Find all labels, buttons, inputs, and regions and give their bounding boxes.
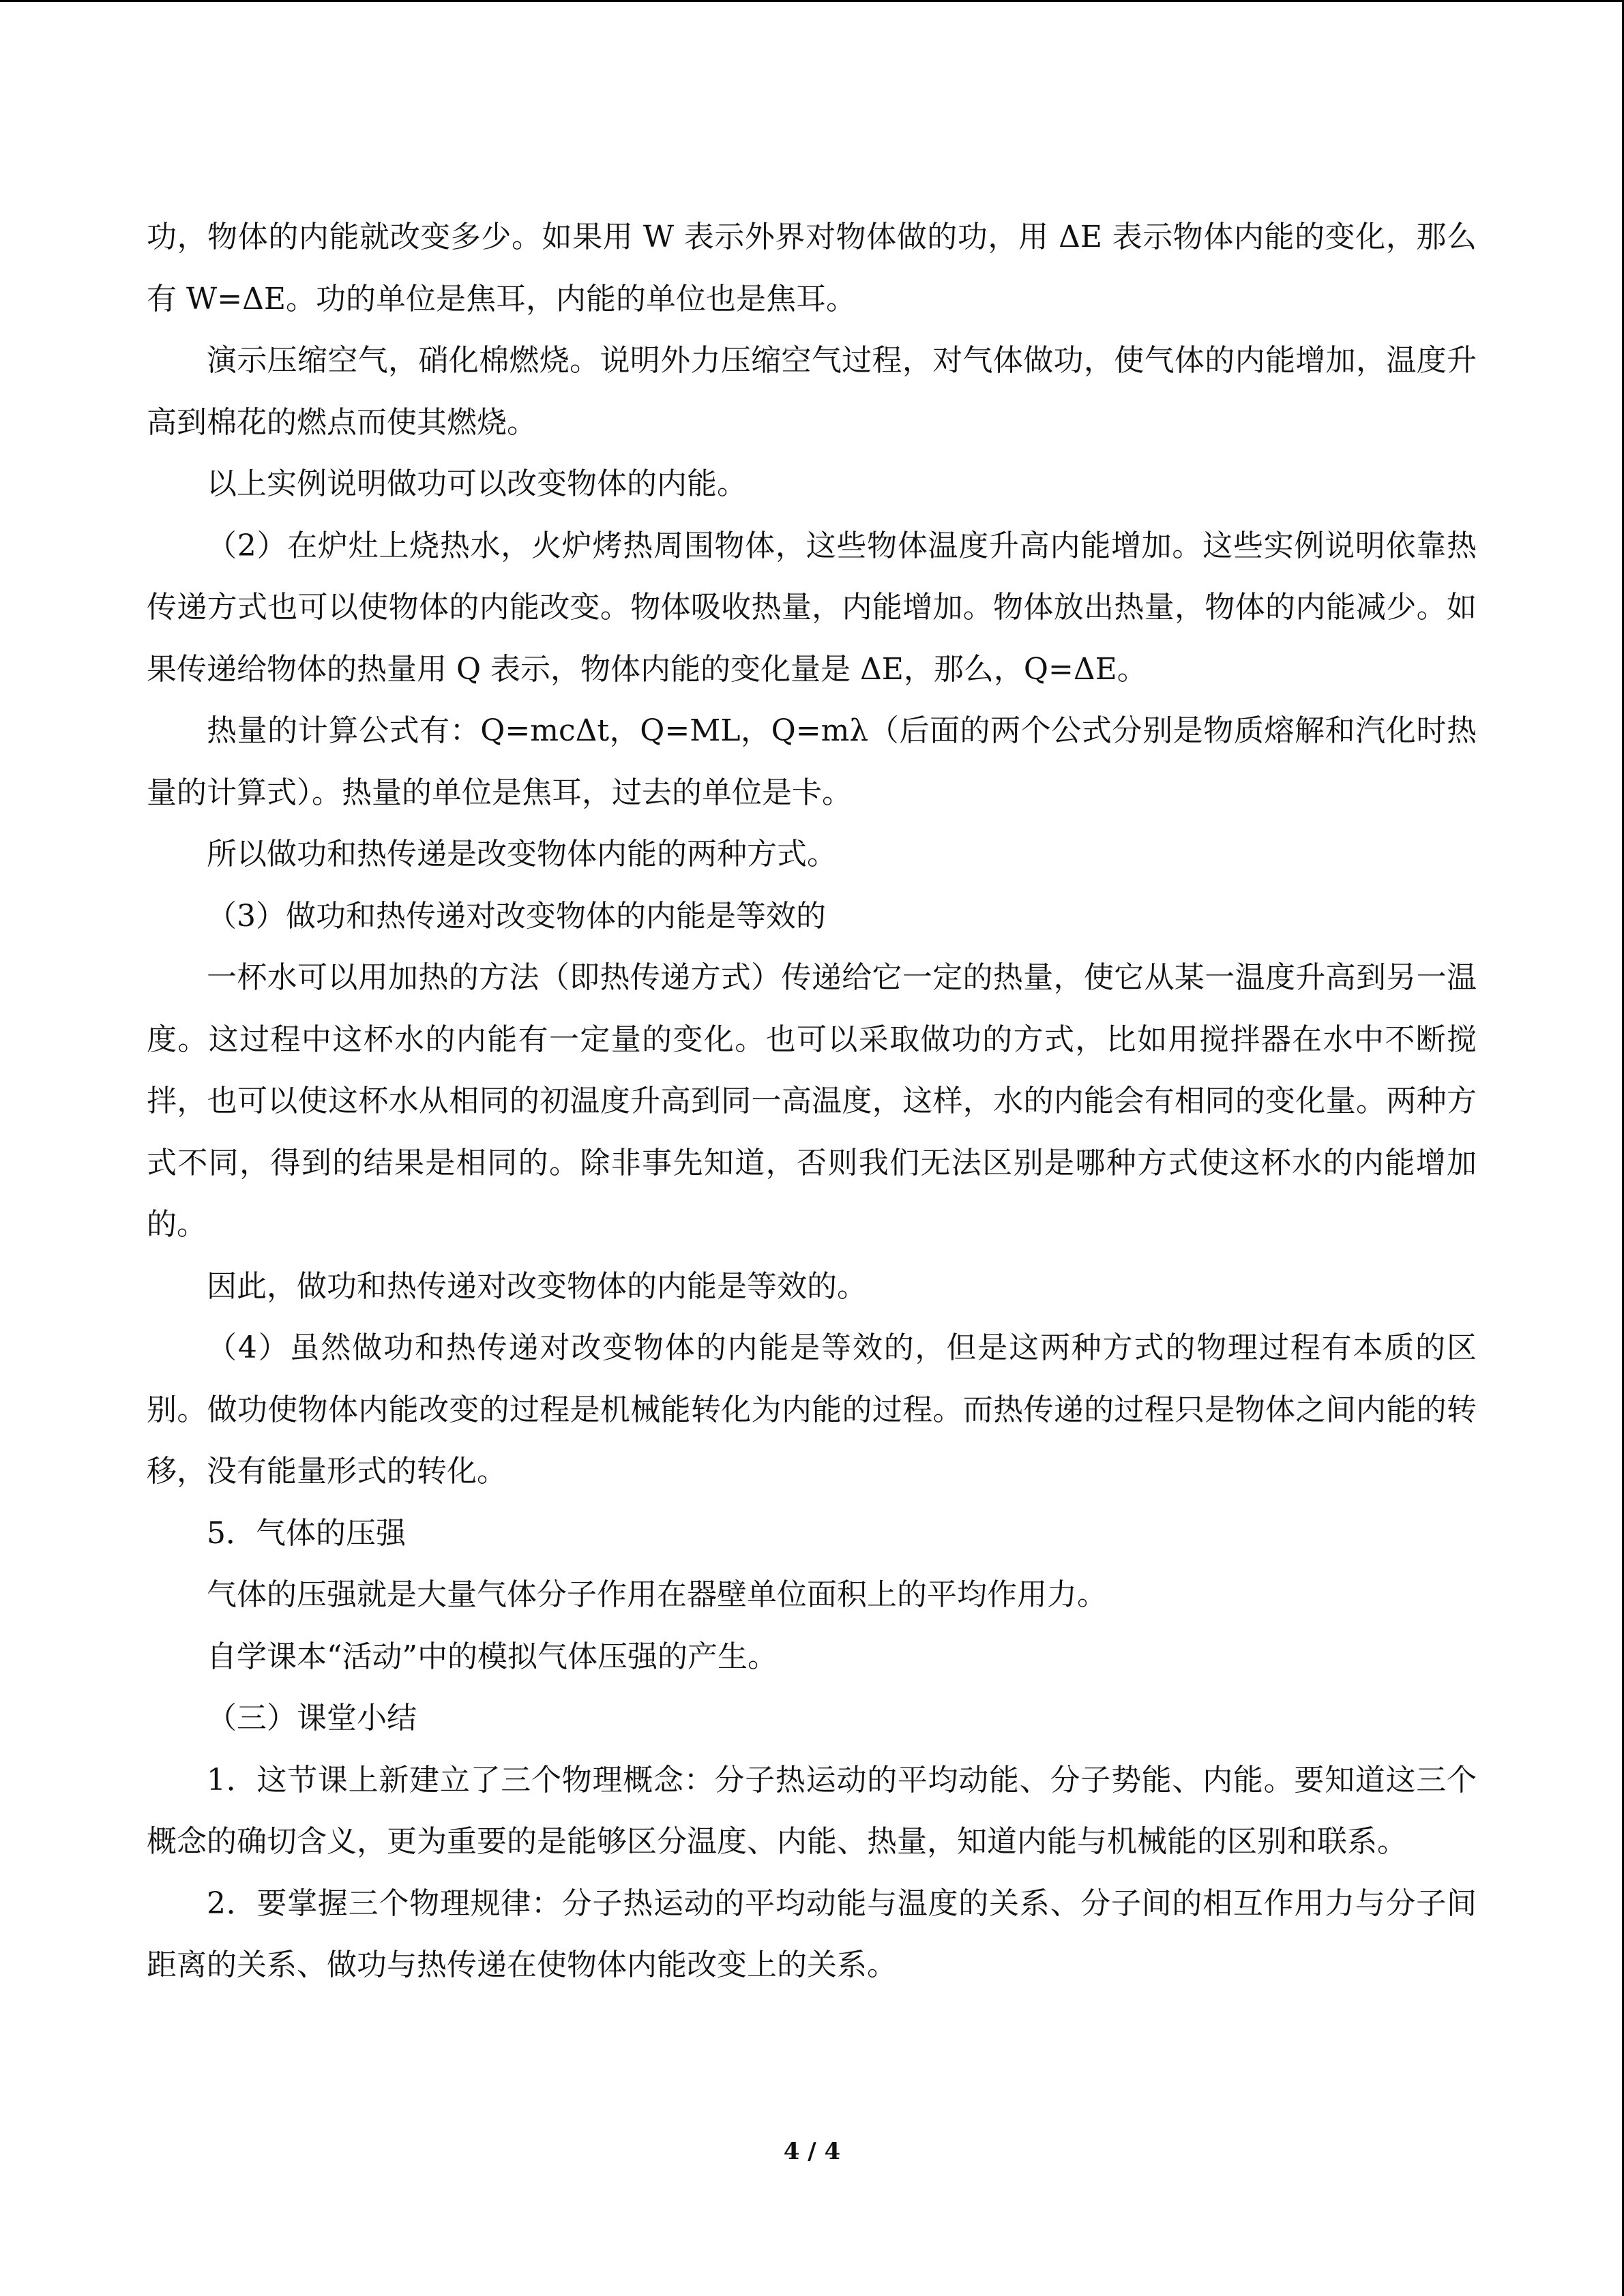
section-heading-gas-pressure: 5．气体的压强 bbox=[207, 1515, 406, 1551]
paragraph-equivalence-conclusion: 因此，做功和热传递对改变物体的内能是等效的。 bbox=[207, 1268, 867, 1304]
paragraph-self-study-activity: 自学课本“活动”中的模拟气体压强的产生。 bbox=[207, 1639, 778, 1674]
paragraph-heat-formulas: 热量的计算公式有：Q=mcΔt，Q=ML，Q=mλ（后面的两个公式分别是物质熔解和汽化时热量的计算式）。热量的单位是焦耳，过去的单位是卡。 bbox=[147, 713, 1477, 810]
paragraph-two-methods: 所以做功和热传递是改变物体内能的两种方式。 bbox=[207, 837, 837, 871]
paragraph-cup-of-water: 一杯水可以用加热的方法（即热传递方式）传递给它一定的热量，使它从某一温度升高到另一温度。这过程中这杯水的内能有一定量的变化。也可以采取做功的方式，比如用搅拌器在水中不断搅拌，也可以使这杯水从相同的初温度升高到同一高温度，这样，水的内能会有相同的变化量。两种方式不同，得到的结果是相同的。除非事先知道，否则我们无法区别是哪种方式使这杯水的内能增加的。 bbox=[147, 960, 1477, 1242]
paragraph-equivalence-heading: （3）做功和热传递对改变物体的内能是等效的 bbox=[207, 898, 826, 934]
section-heading-summary: （三）课堂小结 bbox=[207, 1701, 417, 1735]
paragraph-essential-difference: （4）虽然做功和热传递对改变物体的内能是等效的，但是这两种方式的物理过程有本质的区别。做功使物体内能改变的过程是机械能转化为内能的过程。而热传递的过程只是物体之间内能的转移，没有能量形式的转化。 bbox=[147, 1330, 1477, 1489]
paragraph-summary-laws: 2．要掌握三个物理规律：分子热运动的平均动能与温度的关系、分子间的相互作用力与分子间距离的关系、做功与热传递在使物体内能改变上的关系。 bbox=[147, 1885, 1477, 1982]
paragraph-work-conclusion: 以上实例说明做功可以改变物体的内能。 bbox=[207, 466, 747, 501]
paragraph-gas-pressure-definition: 气体的压强就是大量气体分子作用在器壁单位面积上的平均作用力。 bbox=[207, 1577, 1107, 1612]
page-number: 4 / 4 bbox=[783, 2138, 841, 2165]
paragraph-heat-transfer: （2）在炉灶上烧热水，火炉烤热周围物体，这些物体温度升高内能增加。这些实例说明依靠热传递方式也可以使物体的内能改变。物体吸收热量，内能增加。物体放出热量，物体的内能减少。如果传递给物体的热量用 Q 表示，物体内能的变化量是 ΔE，那么，Q=ΔE。 bbox=[147, 528, 1477, 687]
document-body bbox=[147, 207, 1477, 1997]
paragraph-compressed-air-demo: 演示压缩空气，硝化棉燃烧。说明外力压缩空气过程，对气体做功，使气体的内能增加，温度升高到棉花的燃点而使其燃烧。 bbox=[147, 343, 1477, 440]
paragraph-work-energy-continued: 功，物体的内能就改变多少。如果用 W 表示外界对物体做的功，用 ΔE 表示物体内能的变化，那么有 W=ΔE。功的单位是焦耳，内能的单位也是焦耳。 bbox=[147, 220, 1477, 316]
paragraph-summary-concepts: 1．这节课上新建立了三个物理概念：分子热运动的平均动能、分子势能、内能。要知道这三个概念的确切含义，更为重要的是能够区分温度、内能、热量，知道内能与机械能的区别和联系。 bbox=[147, 1762, 1477, 1859]
